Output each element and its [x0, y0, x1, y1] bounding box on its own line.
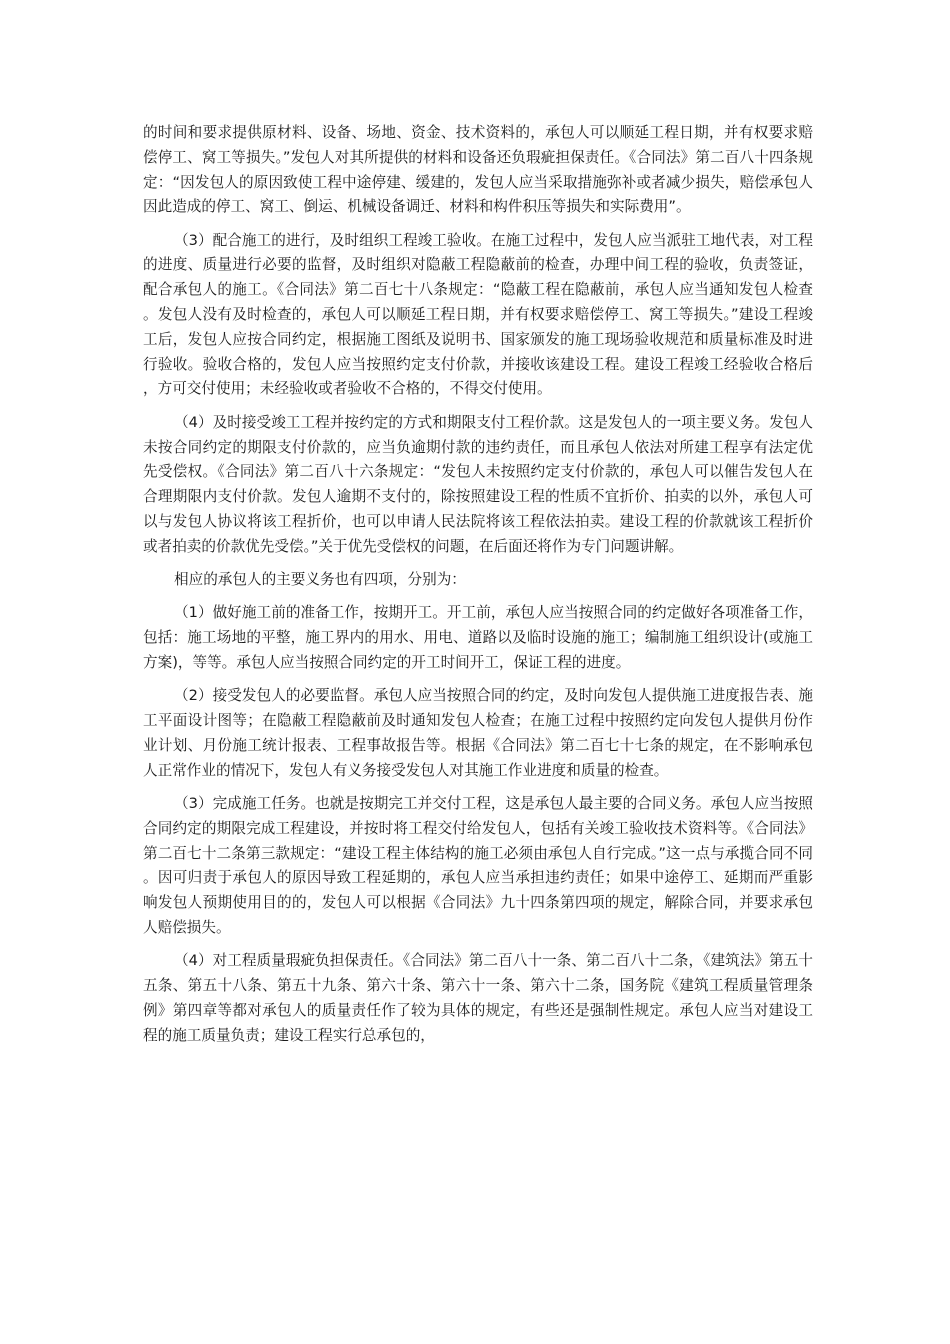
paragraph-owner-duty-4: （4）及时接受竣工工程并按约定的方式和期限支付工程价款。这是发包人的一项主要义务。发包人未按合同约定的期限支付价款的，应当负逾期付款的违约责任，而且承包人依法对所建工程享有法定优先受偿权。《合同法》第二百八十六条规定：“发包人未按照约定支付价款的，承包人可以催告发包人在合理期限内支付价款。发包人逾期不支付的，除按照建设工程的性质不宜折价、拍卖的以外，承包人可以与发包人协议将该工程折价，也可以申请人民法院将该工程依法拍卖。建设工程的价款就该工程折价或者拍卖的价款优先受偿。”关于优先受偿权的问题，在后面还将作为专门问题讲解。 — [143, 413, 813, 555]
paragraph-contractor-duty-3: （3）完成施工任务。也就是按期完工并交付工程，这是承包人最主要的合同义务。承包人应当按照合同约定的期限完成工程建设，并按时将工程交付给发包人，包括有关竣工验收技术资料等。《合同法》第二百七十二条第三款规定：“建设工程主体结构的施工必须由承包人自行完成。”这一点与承揽合同不同。因可归责于承包人的原因导致工程延期的，承包人应当承担违约责任；如果中途停工、延期而严重影响发包人预期使用目的的，发包人可以根据《合同法》九十四条第四项的规定，解除合同，并要求承包人赔偿损失。 — [143, 794, 813, 936]
paragraph-continued-contract-law-284: 的时间和要求提供原材料、设备、场地、资金、技术资料的，承包人可以顺延工程日期，并有权要求赔偿停工、窝工等损失。”发包人对其所提供的材料和设备还负瑕疵担保责任。《合同法》第二百八十四条规定：“因发包人的原因致使工程中途停建、缓建的，发包人应当采取措施弥补或者减少损失，赔偿承包人因此造成的停工、窝工、倒运、机械设备调迁、材料和构件积压等损失和实际费用”。 — [143, 124, 813, 216]
document-page — [143, 121, 813, 1057]
paragraph-contractor-duty-1: （1）做好施工前的准备工作，按期开工。开工前，承包人应当按照合同的约定做好各项准备工作，包括：施工场地的平整，施工界内的用水、用电、道路以及临时设施的施工；编制施工组织设计(或施工方案)，等等。承包人应当按照合同约定的开工时间开工，保证工程的进度。 — [143, 604, 813, 671]
paragraph-contractor-duty-4: （4）对工程质量瑕疵负担保责任。《合同法》第二百八十一条、第二百八十二条，《建筑法》第五十五条、第五十八条、第五十九条、第六十条、第六十一条、第六十二条，国务院《建筑工程质量管理条例》第四章等都对承包人的质量责任作了较为具体的规定，有些还是强制性规定。承包人应当对建设工程的施工质量负责；建设工程实行总承包的， — [143, 952, 813, 1044]
paragraph-contractor-duties-intro: 相应的承包人的主要义务也有四项，分别为： — [174, 571, 466, 589]
paragraph-contractor-duty-2: （2）接受发包人的必要监督。承包人应当按照合同的约定，及时向发包人提供施工进度报告表、施工平面设计图等；在隐蔽工程隐蔽前及时通知发包人检查；在施工过程中按照约定向发包人提供月份作业计划、月份施工统计报表、工程事故报告等。根据《合同法》第二百七十七条的规定，在不影响承包人正常作业的情况下，发包人有义务接受发包人对其施工作业进度和质量的检查。 — [143, 687, 813, 779]
paragraph-owner-duty-3: （3）配合施工的进行，及时组织工程竣工验收。在施工过程中，发包人应当派驻工地代表，对工程的进度、质量进行必要的监督，及时组织对隐蔽工程隐蔽前的检查，办理中间工程的验收，负责签证，配合承包人的施工。《合同法》第二百七十八条规定：“隐蔽工程在隐蔽前，承包人应当通知发包人检查。发包人没有及时检查的，承包人可以顺延工程日期，并有权要求赔偿停工、窝工等损失。”建设工程竣工后，发包人应按合同约定，根据施工图纸及说明书、国家颁发的施工现场验收规范和质量标准及时进行验收。验收合格的，发包人应当按照约定支付价款，并接收该建设工程。建设工程竣工经验收合格后，方可交付使用；未经验收或者验收不合格的，不得交付使用。 — [143, 231, 813, 398]
